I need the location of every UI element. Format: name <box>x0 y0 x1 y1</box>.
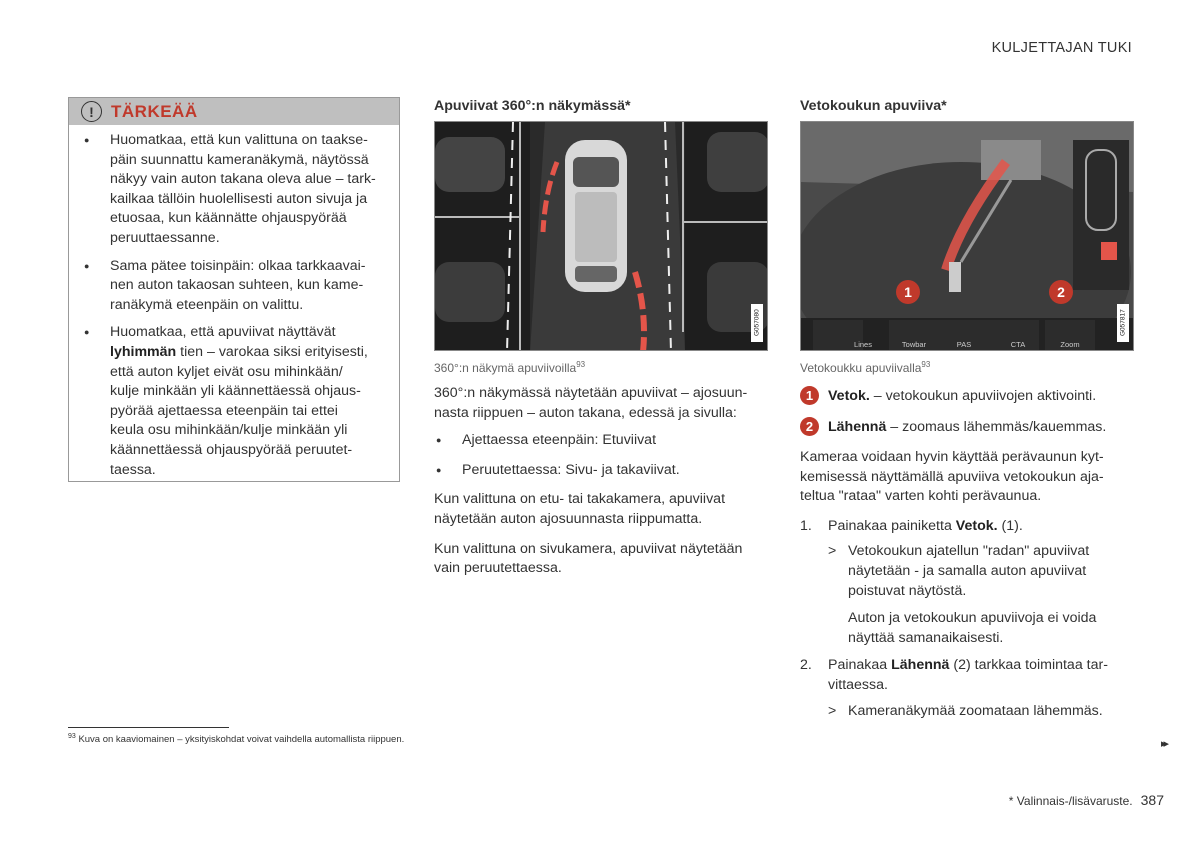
text-line: etuosaa, kun käännätte ohjauspyörää <box>110 210 347 227</box>
text-line: poistuvat näytöstä. <box>848 582 967 599</box>
text-line: pyörää ajettaessa eteenpäin tai ettei <box>110 402 338 419</box>
footnote-text: Kuva on kaaviomainen – yksityiskohdat voivat vaihdella automallista riippuen. <box>78 734 405 746</box>
text-line: teltua "rataa" varten kohti perävaunua. <box>800 488 1042 505</box>
text-line: käännettäessä ohjauspyörää peruutet- <box>110 441 353 458</box>
text-line: näkyy vain auton takana oleva alue – tark- <box>110 171 376 188</box>
image-code: G057817 <box>1117 304 1129 342</box>
text-line: että auton kyljet eivät osu mihinkään/ <box>110 363 343 380</box>
footnote-rule <box>68 727 229 728</box>
footnote-ref: 93 <box>576 360 586 369</box>
image-caption <box>800 360 1134 374</box>
text-line: päin suunnattu kameranäkymä, näytössä <box>110 151 369 168</box>
next-page-icon: ▸▸ <box>1160 738 1166 750</box>
result-marker: > <box>828 702 837 719</box>
optional-note: * Valinnais-/lisävaruste. <box>1008 794 1133 808</box>
text-line: vain peruutettaessa. <box>434 560 562 577</box>
text-span: – vetokoukun apuviivojen aktivointi. <box>869 387 1097 404</box>
image-code: G057080 <box>751 304 763 342</box>
step-1-note <box>800 609 1134 648</box>
section-title: Vetokoukun apuviiva* <box>800 98 947 114</box>
legend-item-2 <box>800 417 1134 436</box>
text-span: – zoomaus lähemmäs/kauemmas. <box>886 418 1107 435</box>
warning-list <box>69 125 399 480</box>
text-line: Auton ja vetokoukun apuviivoja ei voida <box>848 610 1097 627</box>
image-towbar-view <box>800 121 1134 351</box>
screen-button-zoom: Zoom <box>1060 340 1080 349</box>
overhead-illustration <box>435 122 768 351</box>
text-line: kulje minkään yli käännettäessä ohjaus- <box>110 383 361 400</box>
screen-button-towbar: Towbar <box>901 340 927 349</box>
text-line: taessa. <box>110 461 156 478</box>
number-badge: 1 <box>800 386 819 405</box>
text-line: näytetään - ja samalla auton apuviivat <box>848 562 1087 579</box>
text-line: kemisessä näyttämällä apuviiva vetokoukun aja- <box>800 468 1104 485</box>
warning-title: TÄRKEÄÄ <box>111 101 198 121</box>
step-1-result <box>800 542 1134 601</box>
marker-1: 1 <box>896 280 920 304</box>
camera-screen-illustration <box>801 122 1134 351</box>
step-2 <box>800 656 1134 695</box>
paragraph <box>434 490 769 529</box>
section-title: Apuviivat 360°:n näkymässä* <box>434 98 631 114</box>
image-caption <box>434 360 769 374</box>
step-number: 2. <box>800 657 812 674</box>
text-line: ranäkymä eteenpäin on valittu. <box>110 296 304 313</box>
bullet-item: ● Ajettaessa eteenpäin: Etuviivat <box>434 431 769 451</box>
text-line: Kameraa voidaan hyvin käyttää perävaunun kyt- <box>800 449 1104 465</box>
bold-term: Lähennä <box>891 657 950 674</box>
page-number: 387 <box>1140 792 1164 808</box>
paragraph <box>434 540 769 579</box>
text-line <box>110 343 385 363</box>
legend-text <box>828 388 1096 404</box>
text-span: Painakaa <box>828 657 892 674</box>
footnote-ref: 93 <box>921 360 931 369</box>
bold-term: lyhimmän <box>110 343 177 360</box>
paragraph <box>800 448 1134 507</box>
screen-button-pas: PAS <box>956 340 972 349</box>
text-line: keula osu mihinkään/kulje minkään yli <box>110 422 348 439</box>
page-footer <box>1009 792 1164 808</box>
warning-box <box>68 97 400 482</box>
section-header: KULJETTAJAN TUKI <box>991 40 1132 56</box>
step-2-result <box>800 702 1134 722</box>
text-line: Kameranäkymää zoomataan lähemmäs. <box>848 702 1103 719</box>
step-number: 1. <box>800 517 812 534</box>
column-360-view <box>434 98 769 579</box>
text-line: nasta riippuen – auton takana, edessä ja sivulla: <box>434 404 737 421</box>
text-line <box>828 656 1134 676</box>
text-line: vittaessa. <box>828 676 888 693</box>
warning-item <box>83 257 385 316</box>
steps-list <box>800 517 1134 721</box>
text-line: 360°:n näkymässä näytetään apuviivat – ajosuun- <box>434 385 748 401</box>
text-line: ● Huomatkaa, että apuviivat näyttävät <box>110 324 336 341</box>
legend-item-1 <box>800 386 1134 405</box>
number-badge: 2 <box>800 417 819 436</box>
caption-text: Vetokoukku apuviivalla <box>800 361 922 375</box>
footnote <box>68 733 404 745</box>
text-span: Painakaa painiketta <box>828 517 956 534</box>
text-span: (1). <box>997 517 1023 534</box>
text-line: nen auton takaosan suhteen, kun kame- <box>110 277 364 294</box>
marker-2: 2 <box>1049 280 1073 304</box>
text-line: Kun valittuna on sivukamera, apuviivat näytetään <box>434 540 743 557</box>
text-line: näytetään auton ajosuunnasta riippumatta. <box>434 510 703 527</box>
warning-header <box>69 98 399 125</box>
column-towbar <box>800 98 1134 729</box>
bullet-item: ● Peruutettaessa: Sivu- ja takaviivat. <box>434 461 769 481</box>
footnote-number: 93 <box>68 733 76 740</box>
exclamation-icon: ! <box>81 101 102 122</box>
intro-paragraph <box>434 384 769 423</box>
bold-term: Vetok. <box>955 517 998 534</box>
result-marker: > <box>828 543 837 560</box>
text-line: Kun valittuna on etu- tai takakamera, apuviivat <box>434 491 726 508</box>
text-span: tien – varokaa siksi erityisesti, <box>176 343 368 360</box>
text-line: kailkaa tällöin huolellisesti auton sivuja ja <box>110 190 368 207</box>
bold-term: Lähennä <box>828 418 887 435</box>
warning-item <box>83 131 385 249</box>
text-line: ● Huomatkaa, että kun valittuna on taakse- <box>110 132 368 148</box>
screen-button-lines: Lines <box>854 340 872 349</box>
text-line: peruuttaessanne. <box>110 229 220 246</box>
step-1 <box>800 517 1134 537</box>
bullet-list <box>434 431 769 480</box>
screen-button-cta: CTA <box>1010 340 1026 349</box>
text-line: Vetokoukun ajatellun "radan" apuviivat <box>848 543 1090 560</box>
bold-term: Vetok. <box>828 387 870 404</box>
text-line: näyttää samanaikaisesti. <box>848 629 1004 646</box>
text-span: (2) tarkkaa toimintaa tar- <box>949 657 1108 674</box>
caption-text: 360°:n näkymä apuviivoilla <box>434 361 577 375</box>
warning-item <box>83 323 385 480</box>
legend-text <box>828 419 1106 435</box>
image-360-view <box>434 121 768 351</box>
text-line: ● Sama pätee toisinpäin: olkaa tarkkaavai- <box>110 257 366 274</box>
